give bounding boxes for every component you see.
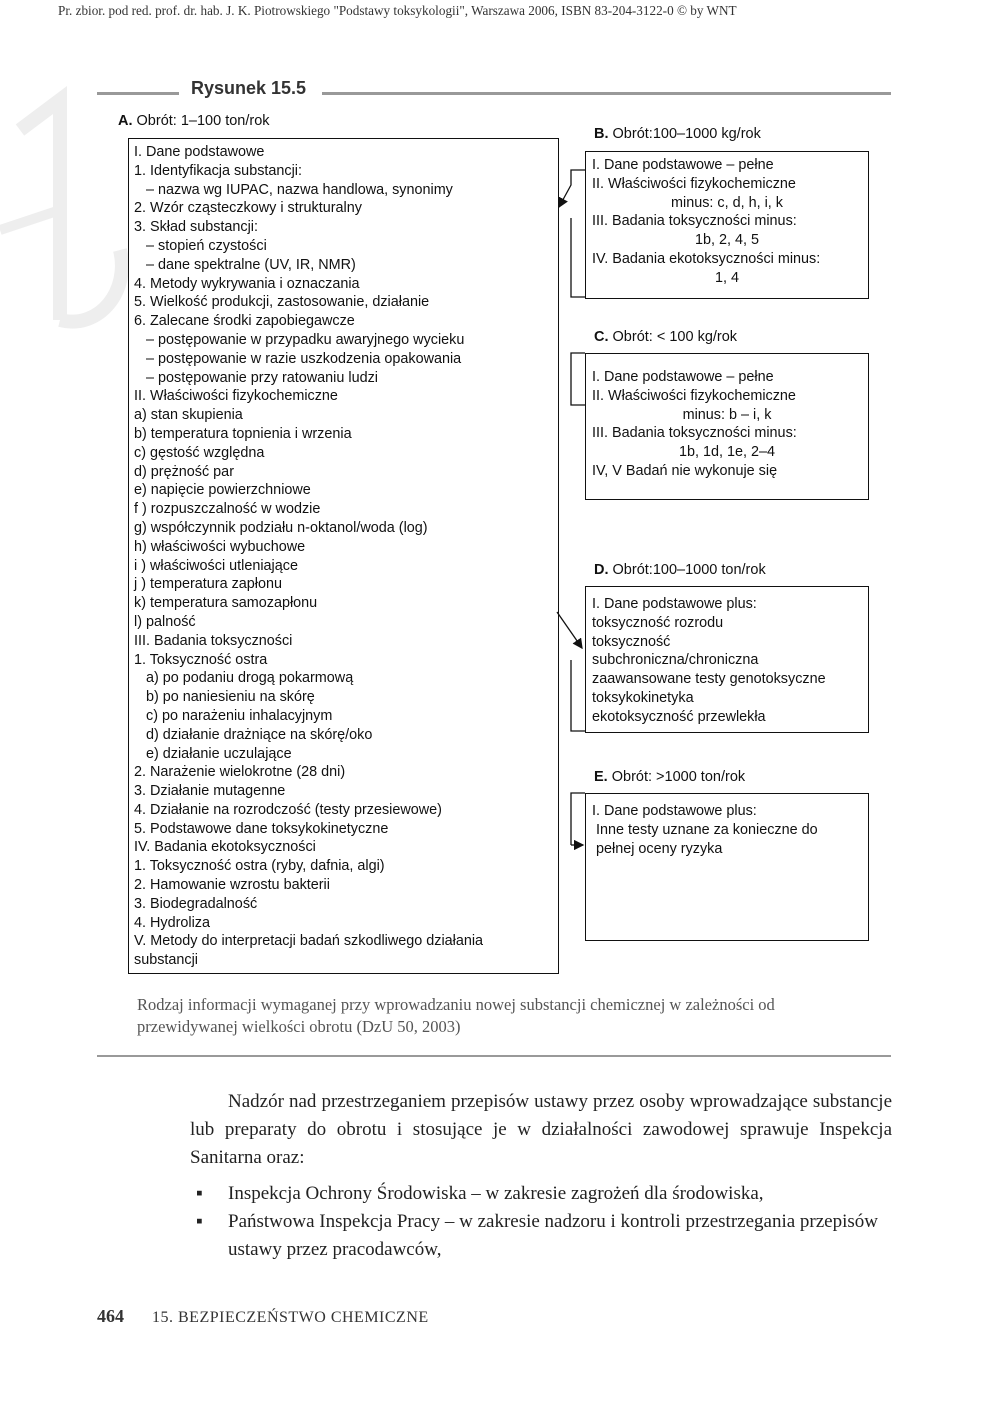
box-c-line: III. Badania toksyczności minus:: [592, 425, 797, 442]
box-c-line: II. Właściwości fizykochemiczne: [592, 387, 796, 404]
box-a-line: – nazwa wg IUPAC, nazwa handlowa, synonimy: [134, 181, 453, 198]
box-a-line: d) działanie drażniące na skórę/oko: [134, 726, 373, 743]
box-a-line: 5. Podstawowe dane toksykokinetyczne: [134, 820, 389, 837]
arrow-a-to-d: [557, 612, 582, 648]
bullet-text: Państwowa Inspekcja Pracy – w zakresie nadzoru i kontroli przestrzegania przepisów ustawy przez pracodawców,: [228, 1211, 878, 1260]
bullet-list: [190, 1180, 892, 1264]
box-d-line: subchroniczna/chroniczna: [592, 652, 759, 669]
box-a-line: g) współczynnik podziału n-oktanol/woda (log): [134, 519, 428, 536]
box-a-line: c) gęstość względna: [134, 444, 265, 461]
box-a-line: – postępowanie w przypadku awaryjnego wycieku: [134, 331, 465, 348]
figure-caption: Rodzaj informacji wymaganej przy wprowadzaniu nowej substancji chemicznej w zależności od przewidywanej wielkości obrotu (DzU 50, 2003): [137, 995, 775, 1036]
bracket-b: [571, 218, 585, 297]
box-b-line: III. Badania toksyczności minus:: [592, 213, 797, 230]
bullet-item: [190, 1208, 892, 1264]
box-a-line: f ) rozpuszczalność w wodzie: [134, 501, 321, 518]
box-a-line: 1. Toksyczność ostra: [134, 651, 268, 668]
box-a-line: d) prężność par: [134, 463, 234, 480]
box-d-line: toksykokinetyka: [592, 689, 694, 706]
box-e-line: Inne testy uznane za konieczne do: [592, 821, 818, 838]
box-d-line: ekotoksyczność przewlekła: [592, 708, 766, 725]
bullet-text: Inspekcja Ochrony Środowiska – w zakresie zagrożeń dla środowiska,: [228, 1183, 764, 1204]
bullet-icon: ▪: [196, 1183, 203, 1204]
box-a-line: 4. Działanie na rozrodczość (testy przesiewowe): [134, 801, 442, 818]
box-a-line: 4. Metody wykrywania i oznaczania: [134, 275, 360, 292]
bracket-e: [571, 793, 585, 845]
box-c-line: IV, V Badań nie wykonuje się: [592, 462, 778, 479]
box-a-line: III. Badania toksyczności: [134, 632, 293, 649]
box-a-line: 3. Biodegradalność: [134, 895, 258, 912]
box-b-line: I. Dane podstawowe – pełne: [592, 157, 774, 173]
box-a-line: 5. Wielkość produkcji, zastosowanie, działanie: [134, 294, 430, 311]
box-d-line: toksyczność rozrodu: [592, 614, 724, 631]
box-a-line: 4. Hydroliza: [134, 914, 210, 931]
box-d-line: toksyczność: [592, 633, 671, 650]
box-a-line: IV. Badania ekotoksyczności: [134, 839, 316, 856]
box-d-line: I. Dane podstawowe plus:: [592, 596, 757, 612]
box-a-line: V. Metody do interpretacji badań szkodliwego działania: [134, 933, 484, 950]
caption-rule: [97, 1055, 891, 1057]
box-a-line: 2. Narażenie wielokrotne (28 dni): [134, 764, 346, 781]
bullet-item: [190, 1180, 892, 1208]
box-e-line: I. Dane podstawowe plus:: [592, 803, 757, 819]
body-paragraph: [190, 1088, 892, 1172]
box-c-line: I. Dane podstawowe – pełne: [592, 369, 774, 385]
box-a-line: 1. Identyfikacja substancji:: [134, 162, 302, 179]
box-a-line: 3. Skład substancji:: [134, 219, 258, 236]
box-a-line: 1. Toksyczność ostra (ryby, dafnia, algi): [134, 858, 385, 875]
box-b-line: II. Właściwości fizykochemiczne: [592, 175, 796, 192]
box-a-line: – postępowanie w razie uszkodzenia opakowania: [134, 350, 462, 367]
box-a-line: II. Właściwości fizykochemiczne: [134, 388, 338, 405]
box-a-line: – postępowanie przy ratowaniu ludzi: [134, 369, 378, 386]
box-b-label: B. Obrót:100–1000 kg/rok: [594, 126, 761, 142]
box-a-line: – dane spektralne (UV, IR, NMR): [134, 256, 356, 273]
box-d-line: zaawansowane testy genotoksyczne: [592, 671, 826, 688]
box-a-label: A. Obrót: 1–100 ton/rok: [118, 113, 270, 129]
box-a-line: 2. Wzór cząsteczkowy i strukturalny: [134, 200, 362, 217]
box-c-line: 1b, 1d, 1e, 2–4: [678, 444, 776, 461]
box-a-line: k) temperatura samozapłonu: [134, 595, 318, 612]
box-a-line: c) po narażeniu inhalacyjnym: [134, 707, 333, 724]
box-a-line: 3. Działanie mutagenne: [134, 783, 286, 800]
box-e-label: E. Obrót: >1000 ton/rok: [594, 769, 746, 785]
box-b-line: 1, 4: [714, 269, 739, 286]
arrow-a-to-b: [559, 170, 585, 207]
box-a-line: a) stan skupienia: [134, 407, 243, 424]
box-b-line: minus: c, d, h, i, k: [671, 194, 783, 211]
box-a-line: I. Dane podstawowe: [134, 144, 265, 160]
box-a-line: b) temperatura topnienia i wrzenia: [134, 425, 352, 442]
box-a-line: i ) właściwości utleniające: [134, 557, 298, 574]
box-a-line: a) po podaniu drogą pokarmową: [134, 670, 354, 687]
box-a-line: l) palność: [134, 613, 196, 630]
chapter-title: 15. BEZPIECZEŃSTWO CHEMICZNE: [152, 1309, 429, 1326]
figure-title: Rysunek 15.5: [191, 78, 307, 98]
bracket-d: [571, 660, 585, 731]
box-a-line: – stopień czystości: [134, 237, 267, 254]
page-footer: [97, 1306, 429, 1327]
box-c-line: minus: b – i, k: [682, 406, 772, 423]
copyright-header: Pr. zbior. pod red. prof. dr. hab. J. K. Piotrowskiego "Podstawy toksykologii", Warszawa 2006, ISBN 83-204-3122-0 © by WNT: [58, 3, 737, 18]
box-a-line: e) napięcie powierzchniowe: [134, 482, 311, 499]
box-d-label: D. Obrót:100–1000 ton/rok: [594, 562, 766, 578]
box-e-line: pełnej oceny ryzyka: [592, 840, 723, 857]
page-number: 464: [97, 1306, 124, 1326]
paragraph-text: Nadzór nad przestrzeganiem przepisów ustawy przez osoby wprowadzające substancje lub preparaty do obrotu i stosujące je w działalności zawodowej sprawuje Inspekcja Sanitarna oraz:: [190, 1091, 892, 1168]
box-a-line: e) działanie uczulające: [134, 745, 292, 762]
box-a-line: 2. Hamowanie wzrostu bakterii: [134, 877, 330, 894]
box-a-line: b) po naniesieniu na skórę: [134, 689, 315, 706]
box-a-line: j ) temperatura zapłonu: [134, 576, 282, 593]
box-b-line: IV. Badania ekotoksyczności minus:: [592, 250, 821, 267]
bracket-c: [571, 353, 585, 405]
box-b-line: 1b, 2, 4, 5: [694, 232, 759, 249]
box-a-line: 6. Zalecane środki zapobiegawcze: [134, 313, 355, 330]
bullet-icon: ▪: [196, 1211, 203, 1232]
box-c-label: C. Obrót: < 100 kg/rok: [594, 329, 738, 345]
box-a-line: substancji: [134, 952, 198, 969]
box-a-line: h) właściwości wybuchowe: [134, 538, 306, 555]
